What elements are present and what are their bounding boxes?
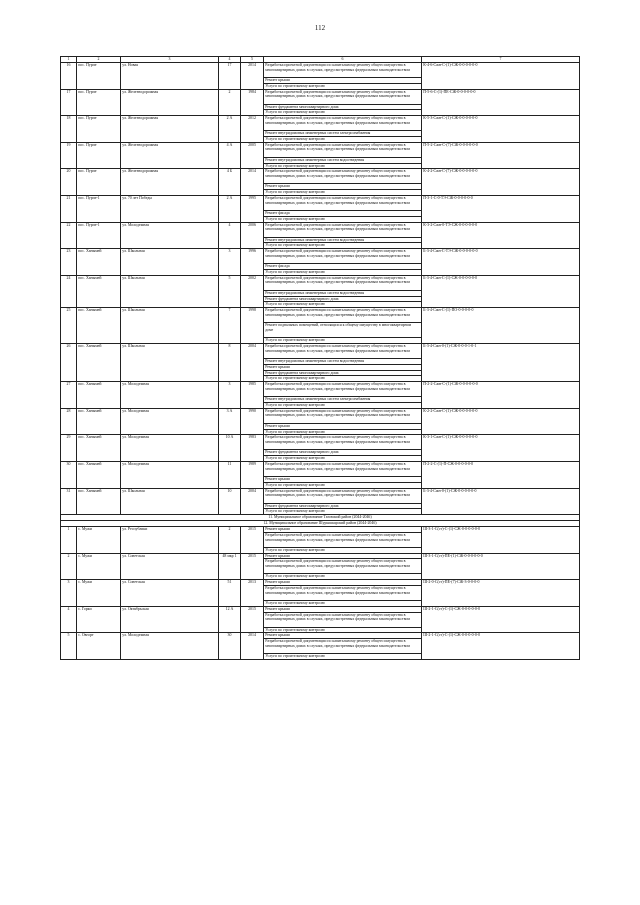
- row-number: 2: [61, 553, 77, 580]
- row-number: 21: [61, 195, 77, 222]
- code-cell: К-5-3-Сжн-С-(1)-СЖ-0-0-0-0-0-0: [422, 116, 580, 143]
- year-cell: 2005: [241, 142, 264, 169]
- house-cell: 2: [219, 527, 241, 554]
- house-cell: 12 А: [219, 606, 241, 633]
- row-number: 28: [61, 408, 77, 435]
- settlement-cell: с. Мужи: [77, 553, 121, 580]
- work-type-cell: Услуги по строительному контролю: [264, 269, 422, 275]
- row-number: 19: [61, 142, 77, 169]
- street-cell: ул. Железнодорожная: [121, 116, 219, 143]
- table-row: [61, 382, 580, 397]
- house-cell: 7: [219, 308, 241, 344]
- work-type-cell: Услуги по строительному контролю: [264, 601, 422, 607]
- year-cell: 2004: [241, 488, 264, 515]
- street-cell: ул. Школьная: [121, 343, 219, 381]
- house-cell: 10: [219, 488, 241, 515]
- street-cell: ул. Молодежная: [121, 435, 219, 462]
- column-number: 7: [422, 57, 580, 63]
- work-type-cell: Ремонт крыши: [264, 527, 422, 533]
- table-row: [61, 116, 580, 131]
- work-type-cell: Разработка проектной документации по капитальному ремонту общего имущества в многоквартирных домах в случаях, предусмотренных федеральным законодательством: [264, 612, 422, 627]
- code-cell: Ш-2-1-С(ст)-С-(1)-СЖ-0-0-0-0-0-0: [422, 633, 580, 660]
- work-type-cell: Услуги по строительному контролю: [264, 83, 422, 89]
- year-cell: 2006: [241, 222, 264, 249]
- code-cell: К-4-6-Сжн-С-(1)-СЖ-0-0-0-0-0-0: [422, 63, 580, 90]
- house-cell: 3: [219, 249, 241, 276]
- work-type-cell: Разработка проектной документации по капитальному ремонту общего имущества в многоквартирных домах в случаях, предусмотренных федеральным законодательством: [264, 142, 422, 157]
- work-type-cell: Разработка проектной документации по капитальному ремонту общего имущества в многоквартирных домах в случаях, предусмотренных федеральным законодательством: [264, 169, 422, 184]
- work-type-cell: Ремонт крыши: [264, 364, 422, 370]
- work-type-cell: Услуги по строительному контролю: [264, 376, 422, 382]
- work-type-cell: Ремонт подвальных помещений, относящихся к общему имуществу в многоквартирном доме: [264, 323, 422, 338]
- street-cell: ул. Школьная: [121, 275, 219, 307]
- work-type-cell: Разработка проектной документации по капитальному ремонту общего имущества в многоквартирных домах в случаях, предусмотренных федеральным законодательством: [264, 89, 422, 104]
- house-cell: 17: [219, 63, 241, 90]
- code-cell: Ш-2-1-С(ст)-С-(1)-СЖ-0-0-0-0-0-0: [422, 606, 580, 633]
- work-type-cell: Разработка проектной документации по капитальному ремонту общего имущества в многоквартирных домах в случаях, предусмотренных федеральным законодательством: [264, 308, 422, 323]
- code-cell: П-2-2-Сжн-С-(1)-СЖ-0-0-0-0-0-0: [422, 382, 580, 409]
- code-cell: Б-3-4-Сжн-0-(1)-СЖ-0-0-0-0-0-0: [422, 488, 580, 515]
- house-cell: 48 мкр 1: [219, 553, 241, 580]
- work-type-cell: Услуги по строительному контролю: [264, 190, 422, 196]
- capital-repair-table: [60, 56, 580, 660]
- year-cell: 2013: [241, 580, 264, 607]
- settlement-cell: пос. Ханымей: [77, 382, 121, 409]
- street-cell: ул. Молодежная: [121, 633, 219, 660]
- work-type-cell: Разработка проектной документации по капитальному ремонту общего имущества в многоквартирных домах в случаях, предусмотренных федеральным законодательством: [264, 195, 422, 210]
- street-cell: ул. 70 лет Победы: [121, 195, 219, 222]
- row-number: 31: [61, 488, 77, 515]
- table-row: [61, 249, 580, 264]
- work-type-cell: Ремонт крыши: [264, 78, 422, 84]
- work-type-cell: Услуги по строительному контролю: [264, 302, 422, 308]
- year-cell: 2015: [241, 527, 264, 554]
- table-row: [61, 435, 580, 450]
- street-cell: ул. Молодежная: [121, 408, 219, 435]
- settlement-cell: пос. Ханымей: [77, 435, 121, 462]
- settlement-cell: пос. Пурпе: [77, 142, 121, 169]
- year-cell: 2012: [241, 116, 264, 143]
- code-cell: Б-3-4-Сжн-0-(1)-СЖ-0-0-0-1-0-1: [422, 343, 580, 381]
- table-row: [61, 308, 580, 323]
- year-cell: 1995: [241, 195, 264, 222]
- work-type-cell: Услуги по строительному контролю: [264, 509, 422, 515]
- settlement-cell: пос. Ханымей: [77, 343, 121, 381]
- work-type-cell: Разработка проектной документации по капитальному ремонту общего имущества в многоквартирных домах в случаях, предусмотренных федеральным законодательством: [264, 343, 422, 358]
- table-row: [61, 169, 580, 184]
- house-cell: 30: [219, 633, 241, 660]
- section-heading: 11. Муниципальное образование Тазовский район (2044-2046): [61, 515, 580, 521]
- settlement-cell: с. Горки: [77, 606, 121, 633]
- street-cell: ул. Железнодорожная: [121, 169, 219, 196]
- work-type-cell: Услуги по строительному контролю: [264, 110, 422, 116]
- row-number: 26: [61, 343, 77, 381]
- code-cell: П-3-1-С-0-ТЭ-СЖ-0-0-0-0-0-0: [422, 195, 580, 222]
- code-cell: П-5-6-С-(1)-ПЕ-СЖ-0-0-0-0-0-0: [422, 89, 580, 116]
- work-type-cell: Услуги по строительному контролю: [264, 338, 422, 344]
- table-row: [61, 275, 580, 290]
- street-cell: ул. Новая: [121, 63, 219, 90]
- work-type-cell: Ремонт крыши: [264, 606, 422, 612]
- work-type-cell: Ремонт фундамента многоквартирного дома: [264, 370, 422, 376]
- work-type-cell: Ремонт фундамента многоквартирного дома: [264, 296, 422, 302]
- table-row: [61, 408, 580, 423]
- work-type-cell: Услуги по строительному контролю: [264, 402, 422, 408]
- settlement-cell: пос. Ханымей: [77, 308, 121, 344]
- table-row: [61, 488, 580, 503]
- code-cell: Ш-3-1-С(ст)-С-(1)-СЖ-0-0-0-0-0-0: [422, 527, 580, 554]
- row-number: 16: [61, 63, 77, 90]
- table-row: [61, 63, 580, 78]
- code-cell: Б-3-4-Сжн-С-ТЭ-СЖ-0-0-0-0-0-0: [422, 249, 580, 276]
- row-number: 27: [61, 382, 77, 409]
- work-type-cell: Разработка проектной документации по капитальному ремонту общего имущества в многоквартирных домах в случаях, предусмотренных федеральным законодательством: [264, 116, 422, 131]
- table-row: [61, 343, 580, 358]
- year-cell: 2014: [241, 169, 264, 196]
- house-cell: 8: [219, 343, 241, 381]
- work-type-cell: Разработка проектной документации по капитальному ремонту общего имущества в многоквартирных домах в случаях, предусмотренных федеральным законодательством: [264, 532, 422, 547]
- settlement-cell: пос. Пурпе: [77, 63, 121, 90]
- year-cell: 1989: [241, 461, 264, 488]
- work-type-cell: Ремонт крыши: [264, 184, 422, 190]
- settlement-cell: пос. Пурпе-1: [77, 222, 121, 249]
- code-cell: П-5-2-Сжн-С-(7)-СЖ-0-0-0-0-0-0: [422, 142, 580, 169]
- work-type-cell: Разработка проектной документации по капитальному ремонту общего имущества в многоквартирных домах в случаях, предусмотренных федеральным законодательством: [264, 63, 422, 78]
- row-number: 17: [61, 89, 77, 116]
- year-cell: 2015: [241, 553, 264, 580]
- house-cell: 3: [219, 382, 241, 409]
- column-number: 1: [61, 57, 77, 63]
- column-number: 2: [77, 57, 121, 63]
- house-cell: 5: [219, 275, 241, 307]
- work-type-cell: Ремонт внутридомовых инженерных систем водоотведения: [264, 290, 422, 296]
- street-cell: ул. Советская: [121, 553, 219, 580]
- row-number: 3: [61, 580, 77, 607]
- house-cell: 2 А: [219, 116, 241, 143]
- work-type-cell: Услуги по строительному контролю: [264, 429, 422, 435]
- house-cell: 4 А: [219, 142, 241, 169]
- house-cell: 51: [219, 580, 241, 607]
- street-cell: ул. Молодежная: [121, 382, 219, 409]
- row-number: 22: [61, 222, 77, 249]
- settlement-cell: пос. Пурпе: [77, 169, 121, 196]
- street-cell: ул. Советская: [121, 580, 219, 607]
- work-type-cell: Ремонт внутридомовых инженерных систем водоотведения: [264, 157, 422, 163]
- work-type-cell: Услуги по строительному контролю: [264, 456, 422, 462]
- table-row: [61, 89, 580, 104]
- column-number: 4: [219, 57, 241, 63]
- row-number: 20: [61, 169, 77, 196]
- settlement-cell: пос. Пурпе-1: [77, 195, 121, 222]
- house-cell: 2: [219, 89, 241, 116]
- work-type-cell: Ремонт внутридомовых инженерных систем водоотведения: [264, 237, 422, 243]
- street-cell: ул. Железнодорожная: [121, 142, 219, 169]
- year-cell: 1996: [241, 249, 264, 276]
- code-cell: Б-3-4-Сжн-С-(1)-ПО-0-0-0-0-0: [422, 308, 580, 344]
- table-row: [61, 222, 580, 237]
- work-type-cell: Разработка проектной документации по капитальному ремонту общего имущества в многоквартирных домах в случаях, предусмотренных федеральным законодательством: [264, 382, 422, 397]
- code-cell: К-3-2-Сжн-0-ТЭ-СЖ-0-0-0-0-0-0: [422, 222, 580, 249]
- work-type-cell: Услуги по строительному контролю: [264, 216, 422, 222]
- settlement-cell: пос. Пурпе: [77, 116, 121, 143]
- work-type-cell: Ремонт фасада: [264, 264, 422, 270]
- year-cell: 1984: [241, 89, 264, 116]
- street-cell: ул. Молодежная: [121, 222, 219, 249]
- settlement-cell: пос. Пурпе: [77, 89, 121, 116]
- work-type-cell: Услуги по строительному контролю: [264, 574, 422, 580]
- work-type-cell: Ремонт внутридомовых инженерных систем водоотведения: [264, 358, 422, 364]
- street-cell: ул. Железнодорожная: [121, 89, 219, 116]
- row-number: 4: [61, 606, 77, 633]
- work-type-cell: Разработка проектной документации по капитальному ремонту общего имущества в многоквартирных домах в случаях, предусмотренных федеральным законодательством: [264, 586, 422, 601]
- work-type-cell: Ремонт внутридомовых инженерных систем электроснабжения: [264, 397, 422, 403]
- work-type-cell: Разработка проектной документации по капитальному ремонту общего имущества в многоквартирных домах в случаях, предусмотренных федеральным законодательством: [264, 408, 422, 423]
- table-row: [61, 195, 580, 210]
- work-type-cell: Разработка проектной документации по капитальному ремонту общего имущества в многоквартирных домах в случаях, предусмотренных федеральным законодательством: [264, 435, 422, 450]
- code-cell: К-4-2-Сжн-С-(7)-СЖ-0-0-0-0-0-0: [422, 169, 580, 196]
- work-type-cell: Ремонт крыши: [264, 580, 422, 586]
- street-cell: ул. Молодежная: [121, 461, 219, 488]
- work-type-cell: Ремонт крыши: [264, 553, 422, 559]
- year-cell: 1998: [241, 308, 264, 344]
- section-heading: 12. Муниципальное образование Шурышкарский район (2044-2046): [61, 521, 580, 527]
- house-cell: 2 А: [219, 195, 241, 222]
- table-row: [61, 142, 580, 157]
- column-number: 3: [121, 57, 219, 63]
- work-type-cell: Услуги по строительному контролю: [264, 136, 422, 142]
- work-type-cell: Разработка проектной документации по капитальному ремонту общего имущества в многоквартирных домах в случаях, предусмотренных федеральным законодательством: [264, 639, 422, 654]
- year-cell: 1990: [241, 408, 264, 435]
- work-type-cell: Услуги по строительному контролю: [264, 654, 422, 660]
- settlement-cell: с. Мужи: [77, 527, 121, 554]
- work-type-cell: Ремонт фундамента многоквартирного дома: [264, 450, 422, 456]
- house-cell: 10 А: [219, 435, 241, 462]
- row-number: 30: [61, 461, 77, 488]
- work-type-cell: Ремонт фундамента многоквартирного дома: [264, 104, 422, 110]
- row-number: 1: [61, 527, 77, 554]
- year-cell: 2015: [241, 606, 264, 633]
- table-row: [61, 461, 580, 476]
- settlement-cell: пос. Ханымей: [77, 488, 121, 515]
- row-number: 29: [61, 435, 77, 462]
- street-cell: ул. Республики: [121, 527, 219, 554]
- settlement-cell: пос. Ханымей: [77, 249, 121, 276]
- work-type-cell: Услуги по строительному контролю: [264, 163, 422, 169]
- house-cell: 3 А: [219, 408, 241, 435]
- work-type-cell: Услуги по строительному контролю: [264, 482, 422, 488]
- street-cell: ул. Школьная: [121, 249, 219, 276]
- work-type-cell: Ремонт крыши: [264, 633, 422, 639]
- year-cell: 2014: [241, 63, 264, 90]
- settlement-cell: пос. Ханымей: [77, 275, 121, 307]
- house-cell: 4 Б: [219, 169, 241, 196]
- work-type-cell: Услуги по строительному контролю: [264, 547, 422, 553]
- work-type-cell: Разработка проектной документации по капитальному ремонту общего имущества в многоквартирных домах в случаях, предусмотренных федеральным законодательством: [264, 488, 422, 503]
- column-number: 5: [241, 57, 264, 63]
- settlement-cell: с. Овгорт: [77, 633, 121, 660]
- work-type-cell: Разработка проектной документации по капитальному ремонту общего имущества в многоквартирных домах в случаях, предусмотренных федеральным законодательством: [264, 461, 422, 476]
- year-cell: 1983: [241, 435, 264, 462]
- row-number: 23: [61, 249, 77, 276]
- code-cell: Ш-2-0-С(ст)-ПЕ-(7)-СЖ-3-0-0-0-0: [422, 580, 580, 607]
- work-type-cell: Ремонт внутридомовых инженерных систем электроснабжения: [264, 131, 422, 137]
- year-cell: 2004: [241, 343, 264, 381]
- work-type-cell: Услуги по строительному контролю: [264, 243, 422, 249]
- settlement-cell: с. Мужи: [77, 580, 121, 607]
- year-cell: 2002: [241, 275, 264, 307]
- code-cell: Ш-3-1-С(ст)-ПЕ-(1)-СЖ-0-0-0-0-0-0: [422, 553, 580, 580]
- year-cell: 2014: [241, 633, 264, 660]
- settlement-cell: пос. Ханымей: [77, 461, 121, 488]
- column-number: 6: [264, 57, 422, 63]
- page-number: 112: [314, 24, 326, 32]
- work-type-cell: Ремонт фасада: [264, 210, 422, 216]
- street-cell: ул. Октябрьская: [121, 606, 219, 633]
- row-number: 5: [61, 633, 77, 660]
- house-cell: 11: [219, 461, 241, 488]
- work-type-cell: Ремонт крыши: [264, 476, 422, 482]
- house-cell: 4: [219, 222, 241, 249]
- work-type-cell: Разработка проектной документации по капитальному ремонту общего имущества в многоквартирных домах в случаях, предусмотренных федеральным законодательством: [264, 559, 422, 574]
- work-type-cell: Разработка проектной документации по капитальному ремонту общего имущества в многоквартирных домах в случаях, предусмотренных федеральным законодательством: [264, 275, 422, 290]
- work-type-cell: Разработка проектной документации по капитальному ремонту общего имущества в многоквартирных домах в случаях, предусмотренных федеральным законодательством: [264, 222, 422, 237]
- row-number: 25: [61, 308, 77, 344]
- code-cell: П-2-2-С-(1)-П-СЖ-0-0-0-0-0-0: [422, 461, 580, 488]
- work-type-cell: Ремонт фундамента многоквартирного дома: [264, 503, 422, 509]
- work-type-cell: Услуги по строительному контролю: [264, 627, 422, 633]
- settlement-cell: пос. Ханымей: [77, 408, 121, 435]
- code-cell: К-2-2-Сжн-С-(1)-СЖ-0-0-0-0-0-0: [422, 408, 580, 435]
- work-type-cell: Разработка проектной документации по капитальному ремонту общего имущества в многоквартирных домах в случаях, предусмотренных федеральным законодательством: [264, 249, 422, 264]
- code-cell: К-3-1-Сжн-С-(1)-СЖ-0-0-0-0-0-0: [422, 435, 580, 462]
- work-type-cell: Ремонт крыши: [264, 423, 422, 429]
- row-number: 24: [61, 275, 77, 307]
- code-cell: Б-3-4-Сжн-С-(1)-СЖ-0-0-0-0-0-0: [422, 275, 580, 307]
- row-number: 18: [61, 116, 77, 143]
- year-cell: 1985: [241, 382, 264, 409]
- street-cell: ул. Школьная: [121, 308, 219, 344]
- street-cell: ул. Школьная: [121, 488, 219, 515]
